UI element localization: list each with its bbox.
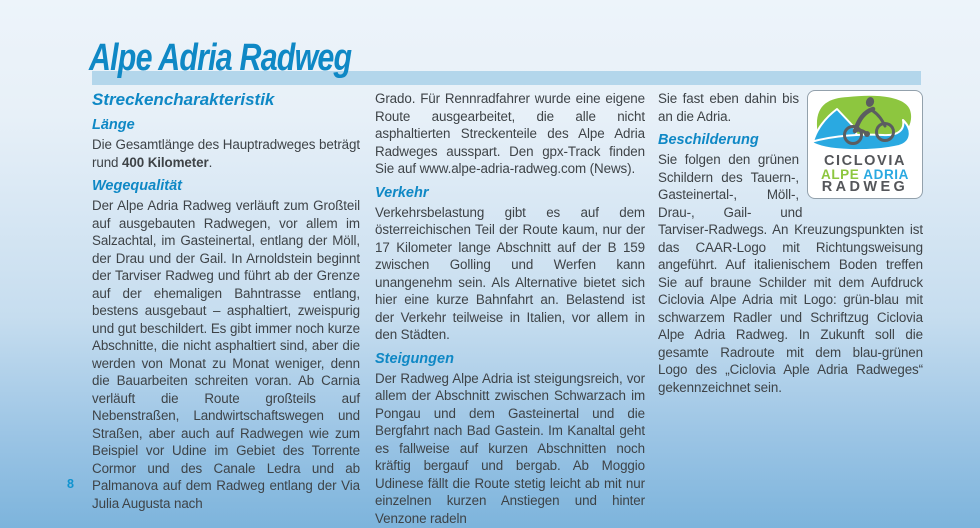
sub-heading-verkehr: Verkehr <box>375 184 429 201</box>
sub-heading-steigungen: Steigungen <box>375 350 454 367</box>
column-1 <box>92 90 360 512</box>
laenge-text-start: Die Gesamtlänge des Hauptradweges beträgt rund <box>92 137 360 170</box>
paragraph-wegequalitaet: Der Alpe Adria Radweg verläuft zum Großteil auf ausgebauten Radwegen, vor allem im Salzachtal, im Gasteinertal, entlang der Möll, der Drau und der Gail. In Arnoldstein beginnt der Tarviser Radweg und führt ab der Grenze auf der ehemaligen Bahntrasse entlang, bestens ausgebaut – asphaltiert, zweispurig und gut beschildert. Es gibt immer noch kurze Abschnitte, die nicht asphaltiert sind, aber die werden von Monat zu Monat weniger, denn die Bauarbeiten schreiten voran. Ab Carnia verläuft die Route großteils auf Nebenstraßen, Landwirtschaftswegen und Straßen, aber auch auf Radwegen wie zum Beispiel vor Udine im Gebiet des Torrente Cormor und des Canale Ledra und ab Palmanova auf dem Radweg entlang der Via Julia Augusta nach <box>92 198 360 511</box>
logo-text-radweg: RADWEG <box>821 179 909 195</box>
laenge-text-end: . <box>208 154 213 170</box>
column-2 <box>375 90 645 527</box>
page-title: Alpe Adria Radweg <box>89 37 352 79</box>
paragraph-verkehr: Verkehrsbelastung gibt es auf dem österreichischen Teil der Route kaum, nur der 17 Kilometer lange Abschnitt auf der B 159 zwischen Golling und Werfen kann unangenehm sein. Als Alternative bietet sich hier eine kurze Bahnfahrt an. Belastend ist der Verkehr teilweise in Italien, vor allem in den Städten. <box>375 204 645 342</box>
ciclovia-alpe-adria-logo <box>807 90 923 199</box>
sub-heading-beschilderung: Beschilderung <box>658 132 759 148</box>
paragraph-steigungen-continuation: Sie fast eben dahin bis an die Adria. <box>658 91 799 124</box>
paragraph-wegequalitaet-continuation: Grado. Für Rennradfahrer wurde eine eigene Route ausgearbeitet, die alle nicht asphaltierten Streckenteile des Alpe Adria Radweges ausspart. Den gpx-Track finden Sie auf www.alpe-adria-radweg.com (News). <box>375 91 645 176</box>
ciclovia-emblem-icon <box>808 91 922 155</box>
sub-heading-laenge: Länge <box>92 117 135 133</box>
logo-text-ciclovia: CICLOVIA <box>823 153 907 169</box>
paragraph-laenge <box>92 136 360 171</box>
paragraph-beschilderung: Sie folgen den grünen Schildern des Tauern-, Gasteinertal-, Möll-, Drau-, Gail- und Tarviser-Radwegs. An Kreuzungspunkten ist das CAAR-Logo mit Richtungsweisung angeführt. Auf italienischem Boden treffen Sie auf braune Schilder mit dem Aufdruck Ciclovia Alpe Adria mit Logo: grün-blau mit schwarzem Radler und Schriftzug Ciclovia Alpe Adria Radweg. In Zukunft soll die gesamte Radroute mit dem blau-grünen Logo des „Ciclovia Aple Adria Radweges“ gekennzeichnet sein. <box>658 152 923 395</box>
laenge-text-bold: 400 Kilometer <box>122 154 209 170</box>
paragraph-steigungen: Der Radweg Alpe Adria ist steigungsreich, vor allem der Abschnitt zwischen Schwarzach im Pongau und dem Gasteinertal und die Bergfahrt nach Bad Gastein. Im Kanaltal geht es fallweise auf kurzen Abschnitten noch kräftig bergauf und bergab. Ab Moggio Udinese fällt die Route stetig leicht ab mit nur einzelnen kurzen Anstiegen und hinter Venzone radeln <box>375 370 645 526</box>
sub-heading-wegequalitaet: Wegequalität <box>92 178 182 194</box>
page-number: 8 <box>67 477 74 491</box>
section-heading-streckencharakteristik: Streckencharakteristik <box>92 90 275 109</box>
logo-text-alpe: ALPE <box>820 167 860 182</box>
column-3 <box>658 90 923 396</box>
logo-text-adria: ADRIA <box>863 167 909 182</box>
